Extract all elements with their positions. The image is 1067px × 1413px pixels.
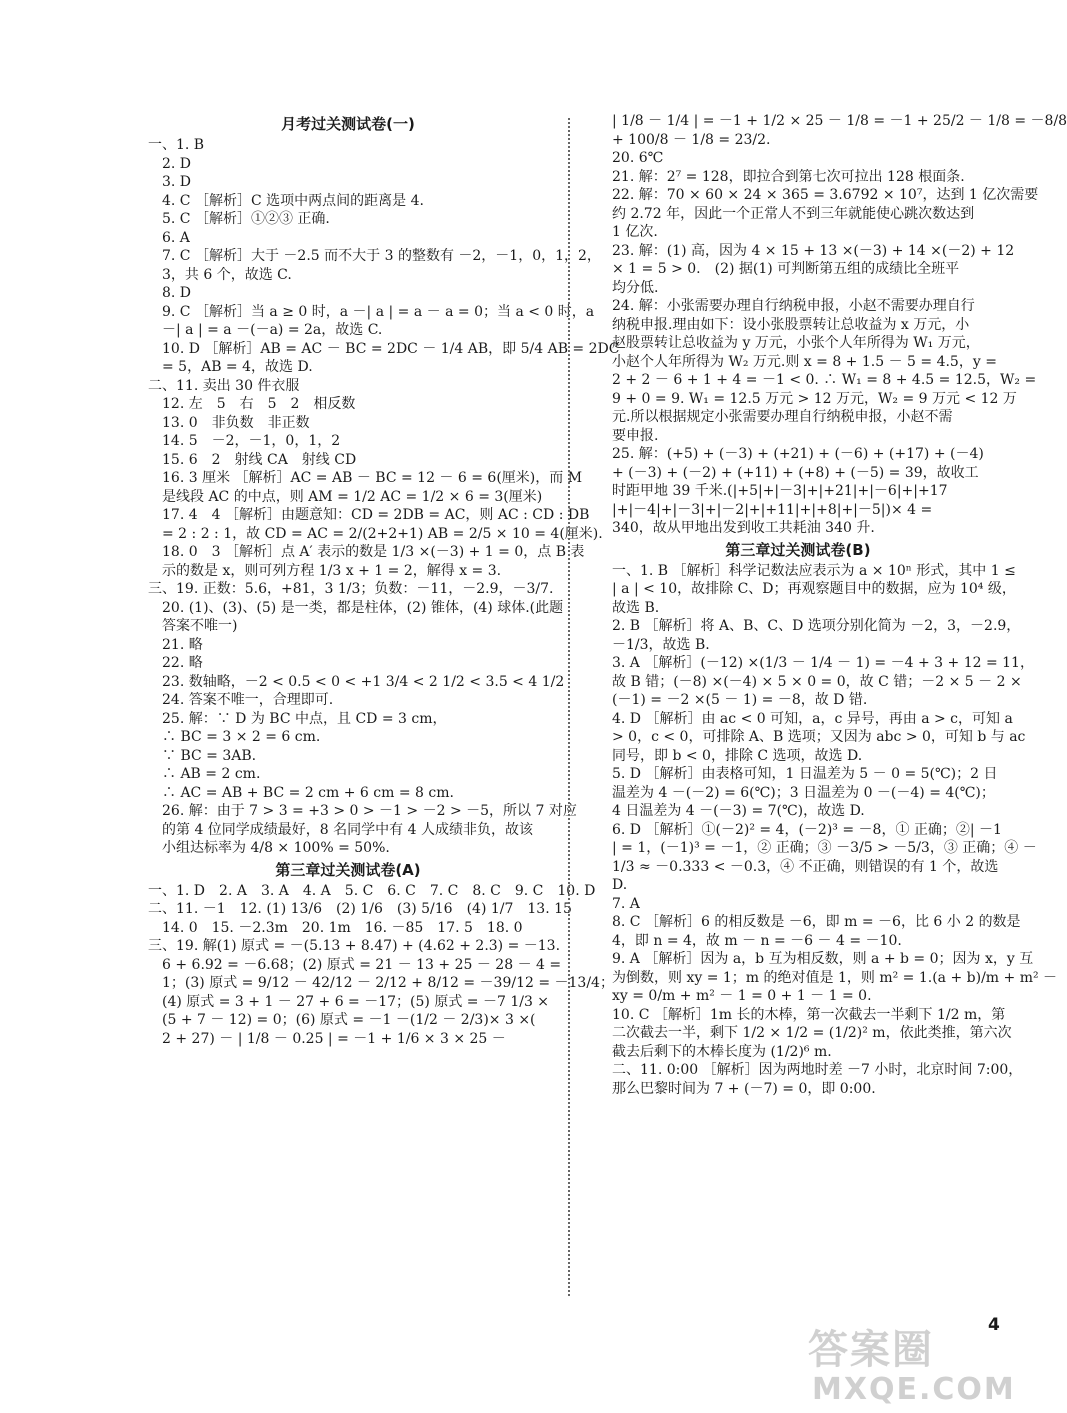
- answer-line: －1/3，故选 B.: [612, 636, 710, 653]
- answer-line: 24. 答案不唯一，合理即可.: [148, 692, 334, 708]
- answer-line: 10. D ［解析］AB = AC － BC = 2DC － 1/4 AB，即 5/4 AB = 2DC: [148, 340, 620, 357]
- answer-line: 21. 略: [148, 636, 203, 653]
- answer-line: 26. 解：由于 7 > 3 = +3 > 0 > －1 > －2 > －5，所以 7 对应: [148, 803, 577, 819]
- answer-line: 赵股票转让总收益为 y 万元，小张个人年所得为 W₁ 万元，: [612, 335, 980, 351]
- answer-line: 22. 解：70 × 60 × 24 × 365 = 3.6792 × 10⁷，达到 1 亿次需要: [612, 187, 1039, 203]
- answer-line: = 5，AB = 4，故选 D.: [148, 359, 313, 375]
- answer-line: 一、1. D 2. A 3. A 4. A 5. C 6. C 7. C 8. C 9. C 10. D: [148, 882, 596, 899]
- answer-line: 5. C ［解析］①②③ 正确.: [148, 211, 330, 227]
- answer-line: 21. 解：2⁷ = 128，即拉合到第七次可拉出 128 根面条.: [612, 168, 965, 185]
- answer-line: 要申报.: [612, 427, 659, 444]
- answer-line: 2 + 27) － | 1/8 － 0.25 | = －1 + 1/6 × 3 × 25 －: [148, 1030, 506, 1047]
- page-number: 4: [988, 1315, 1000, 1335]
- answer-line: 三、19. 解(1) 原式 = －(5.13 + 8.47) + (4.62 + 2.3) = －13.: [148, 938, 561, 954]
- answer-line: 10. C ［解析］1m 长的木棒，第一次截去一半剩下 1/2 m，第: [612, 1006, 1006, 1023]
- answer-line: 6. A: [148, 229, 190, 246]
- answer-line: 一、1. B ［解析］科学记数法应表示为 a × 10ⁿ 形式，其中 1 ≤: [612, 562, 1016, 579]
- answer-line: 时距甲地 39 千米.(|+5|+|－3|+|+21|+|－6|+|+17: [612, 483, 948, 499]
- answer-line: 8. C ［解析］6 的相反数是 －6，即 m = －6，比 6 小 2 的数是: [612, 914, 1021, 930]
- answer-line: 约 2.72 年，因此一个正常人不到三年就能使心跳次数达到: [612, 205, 975, 222]
- answer-line: 小赵个人年所得为 W₂ 万元.则 x = 8 + 1.5 － 5 = 4.5，y =: [612, 353, 997, 370]
- answer-line: 的第 4 位同学成绩最好，8 名同学中有 4 人成绩非负，故该: [148, 821, 533, 838]
- answer-line: 故选 B.: [612, 599, 660, 616]
- right-column: [612, 112, 1067, 1098]
- answer-line: 三、19. 正数：5.6，+81，3 1/3；负数：－11，－2.9，－3/7.: [148, 581, 554, 597]
- answer-line: 14. 0 15. －2.3m 20. 1m 16. －85 17. 5 18. 0: [148, 919, 523, 936]
- answer-line: 4. D ［解析］由 ac < 0 可知，a，c 异号，再由 a > c，可知 a: [612, 710, 1013, 727]
- answer-line: 18. 0 3 ［解析］点 A′ 表示的数是 1/3 ×(－3) + 1 = 0，点 B 表: [148, 544, 585, 560]
- answer-line: ∵ BC = 3AB.: [148, 747, 257, 764]
- answer-line: 截去后剩下的木棒长度为 (1/2)⁶ m.: [612, 1043, 832, 1060]
- watermark-logo: 答案圈: [808, 1327, 934, 1373]
- answer-line: 14. 5 －2，－1，0，1，2: [148, 433, 341, 449]
- answer-line: 25. 解：∵ D 为 BC 中点，且 CD = 3 cm，: [148, 710, 447, 727]
- answer-line: 22. 略: [148, 655, 203, 671]
- answer-line: 是线段 AC 的中点，则 AM = 1/2 AC = 1/2 × 6 = 3(厘米): [148, 488, 543, 505]
- answer-line: 2 + 2 － 6 + 1 + 4 = －1 < 0. ∴ W₁ = 8 + 4.5 = 12.5，W₂ =: [612, 372, 1037, 388]
- answer-line: xy = 0/m + m² － 1 = 0 + 1 － 1 = 0.: [612, 988, 872, 1004]
- answer-line: 12. 左 5 右 5 2 相反数: [148, 396, 356, 412]
- answer-line: 二次截去一半，剩下 1/2 × 1/2 = (1/2)² m，依此类推，第六次: [612, 1025, 1012, 1041]
- answer-line: 9. A ［解析］因为 a，b 互为相反数，则 a + b = 0；因为 x，y 互: [612, 951, 1034, 967]
- answer-line: ∴ BC = 3 × 2 = 6 cm.: [148, 729, 321, 745]
- answer-line: 纳税申报.理由如下：设小张股票转让总收益为 x 万元，小: [612, 316, 970, 333]
- answer-line: 4. C ［解析］C 选项中两点间的距离是 4.: [148, 192, 424, 209]
- answer-line: 23. 解：(1) 高，因为 4 × 15 + 13 ×(－3) + 14 ×(－2) + 12: [612, 242, 1015, 259]
- answer-line: 6 + 6.92 = －6.68；(2) 原式 = 21 － 13 + 25 － 28 － 4 =: [148, 956, 562, 973]
- answer-line: |+|－4|+|－3|+|－2|+|+11|+|+8|+|－5|)× 4 =: [612, 501, 933, 518]
- answer-line: (4) 原式 = 3 + 1 － 27 + 6 = －17；(5) 原式 = －7 1/3 ×: [148, 993, 550, 1010]
- answer-line: 均分低.: [612, 279, 659, 296]
- answer-line: 6. D ［解析］①(－2)² = 4，(－2)³ = －8，① 正确；②| －1: [612, 821, 1002, 838]
- section-title: 第三章过关测试卷(A): [275, 860, 421, 879]
- answer-line: 同号，即 b < 0，排除 C 选项，故选 D.: [612, 747, 863, 764]
- answer-line: 4，即 n = 4，故 m － n = －6 － 4 = －10.: [612, 932, 902, 949]
- answer-line: 一、1. B: [148, 137, 205, 153]
- section-title: 第三章过关测试卷(B): [725, 540, 871, 559]
- answer-line: D.: [612, 877, 628, 893]
- left-column: [148, 112, 620, 1048]
- answer-line: 1 亿次.: [612, 224, 658, 240]
- answer-line: 13. 0 非负数 非正数: [148, 414, 310, 431]
- answer-line: 9 + 0 = 9. W₁ = 12.5 万元 > 12 万元，W₂ = 9 万元 < 12 万: [612, 390, 1017, 407]
- answer-line: (－1) = －2 ×(5 － 1) = －8，故 D 错.: [612, 692, 868, 708]
- answer-line: 25. 解：(+5) + (－3) + (+21) + (－6) + (+17) + (－4): [612, 446, 984, 462]
- answer-line: 那么巴黎时间为 7 + (－7) = 0，即 0:00.: [612, 1080, 876, 1097]
- answer-line: 故 B 错；(－8) ×(－4) × 5 × 0 = 0，故 C 错；－2 × 5 － 2 ×: [612, 673, 1022, 690]
- column-divider: [568, 118, 570, 1296]
- answer-line: 5. D ［解析］由表格可知，1 日温差为 5 － 0 = 5(℃)；2 日: [612, 766, 998, 782]
- answer-line: 二、11. －1 12. (1) 13/6 (2) 1/6 (3) 5/16 (4) 1/7 13. 15: [148, 901, 572, 917]
- answer-line: = 2 : 2 : 1，故 CD = AC = 2/(2+2+1) AB = 2/5 × 10 = 4(厘米).: [148, 525, 603, 542]
- answer-line: 4 日温差为 4 －(－3) = 7(℃)，故选 D.: [612, 803, 865, 819]
- answer-line: －| a | = a －(－a) = 2a，故选 C.: [148, 322, 383, 338]
- answer-line: × 1 = 5 > 0. (2) 据(1) 可判断第五组的成绩比全班平: [612, 261, 960, 277]
- answer-line: 3. D: [148, 174, 192, 190]
- answer-line: | = 1，(－1)³ = －1，② 正确；③ －3/5 > －5/3，③ 正确；④ －: [612, 840, 1037, 856]
- answer-line: 为倒数，则 xy = 1；m 的绝对值是 1，则 m² = 1.(a + b)/m + m² －: [612, 969, 1058, 986]
- answer-line: + (－3) + (－2) + (+11) + (+8) + (－5) = 39，故收工: [612, 464, 979, 481]
- answer-line: + 100/8 － 1/8 = 23/2.: [612, 131, 771, 148]
- answer-line: 340，故从甲地出发到收工共耗油 340 升.: [612, 520, 875, 536]
- answer-line: 示的数是 x，则可列方程 1/3 x + 1 = 2，解得 x = 3.: [148, 562, 502, 579]
- answer-line: | a | < 10，故排除 C、D；再观察题目中的数据，应为 10⁴ 级，: [612, 581, 1016, 597]
- answer-line: 温差为 4 －(－2) = 6(℃)；3 日温差为 0 －(－4) = 4(℃)；: [612, 784, 995, 801]
- answer-line: (5 + 7 － 12) = 0；(6) 原式 = －1 －(1/2 － 2/3)× 3 ×(: [148, 1012, 536, 1028]
- answer-line: 17. 4 4 ［解析］由题意知：CD = 2DB = AC，则 AC : CD : DB: [148, 507, 590, 523]
- answer-line: 7. A: [612, 895, 640, 912]
- answer-line: 2. D: [148, 155, 192, 172]
- answer-line: 7. C ［解析］大于 －2.5 而不大于 3 的整数有 －2，－1，0，1，2，: [148, 248, 601, 264]
- answer-line: 16. 3 厘米 ［解析］AC = AB － BC = 12 － 6 = 6(厘米)，而 M: [148, 470, 583, 486]
- section-title: 月考过关测试卷(一): [281, 115, 415, 133]
- answer-line: ∴ AC = AB + BC = 2 cm + 6 cm = 8 cm.: [148, 784, 454, 801]
- answer-line: 20. 6℃: [612, 150, 664, 166]
- answer-line: 二、11. 卖出 30 件衣服: [148, 377, 300, 394]
- answer-line: 二、11. 0:00 ［解析］因为两地时差 －7 小时，北京时间 7:00，: [612, 1062, 1023, 1078]
- answer-line: 8. D: [148, 285, 192, 301]
- answer-line: 9. C ［解析］当 a ≥ 0 时，a －| a | = a － a = 0；当 a < 0 时，a: [148, 303, 595, 320]
- answer-line: 3，共 6 个，故选 C.: [148, 266, 292, 283]
- answer-line: 20. (1)、(3)、(5) 是一类，都是柱体，(2) 锥体，(4) 球体.(此题: [148, 599, 564, 616]
- answer-line: 15. 6 2 射线 CA 射线 CD: [148, 451, 357, 468]
- answer-line: > 0，c < 0，可排除 A、B 选项；又因为 abc > 0，可知 b 与 ac: [612, 729, 1026, 745]
- watermark-url: MXQE.COM: [812, 1372, 1016, 1407]
- answer-line: 24. 解：小张需要办理自行纳税申报，小赵不需要办理自行: [612, 298, 975, 314]
- answer-line: 3. A ［解析］(－12) ×(1/3 － 1/4 － 1) = －4 + 3 + 12 = 11，: [612, 655, 1034, 671]
- answer-line: ∴ AB = 2 cm.: [148, 766, 261, 782]
- answer-line: 小组达标率为 4/8 × 100% = 50%.: [148, 840, 390, 856]
- answer-line: | 1/8 － 1/4 | = －1 + 1/2 × 25 － 1/8 = －1 + 25/2 － 1/8 = －8/8: [612, 113, 1067, 129]
- answer-line: 1/3 ≈ －0.333 < －0.3，④ 不正确，则错误的有 1 个，故选: [612, 858, 999, 875]
- answer-line: 元.所以根据规定小张需要办理自行纳税申报，小赵不需: [612, 409, 953, 425]
- answer-line: 2. B ［解析］将 A、B、C、D 选项分别化简为 －2，3，－2.9，: [612, 618, 1021, 634]
- answer-line: 23. 数轴略，－2 < 0.5 < 0 < +1 3/4 < 2 1/2 < 3.5 < 4 1/2: [148, 673, 565, 690]
- answer-line: 答案不唯一): [148, 618, 238, 634]
- answer-line: 1；(3) 原式 = 9/12 － 42/12 － 2/12 + 8/12 = －39/12 = －13/4；: [148, 975, 614, 991]
